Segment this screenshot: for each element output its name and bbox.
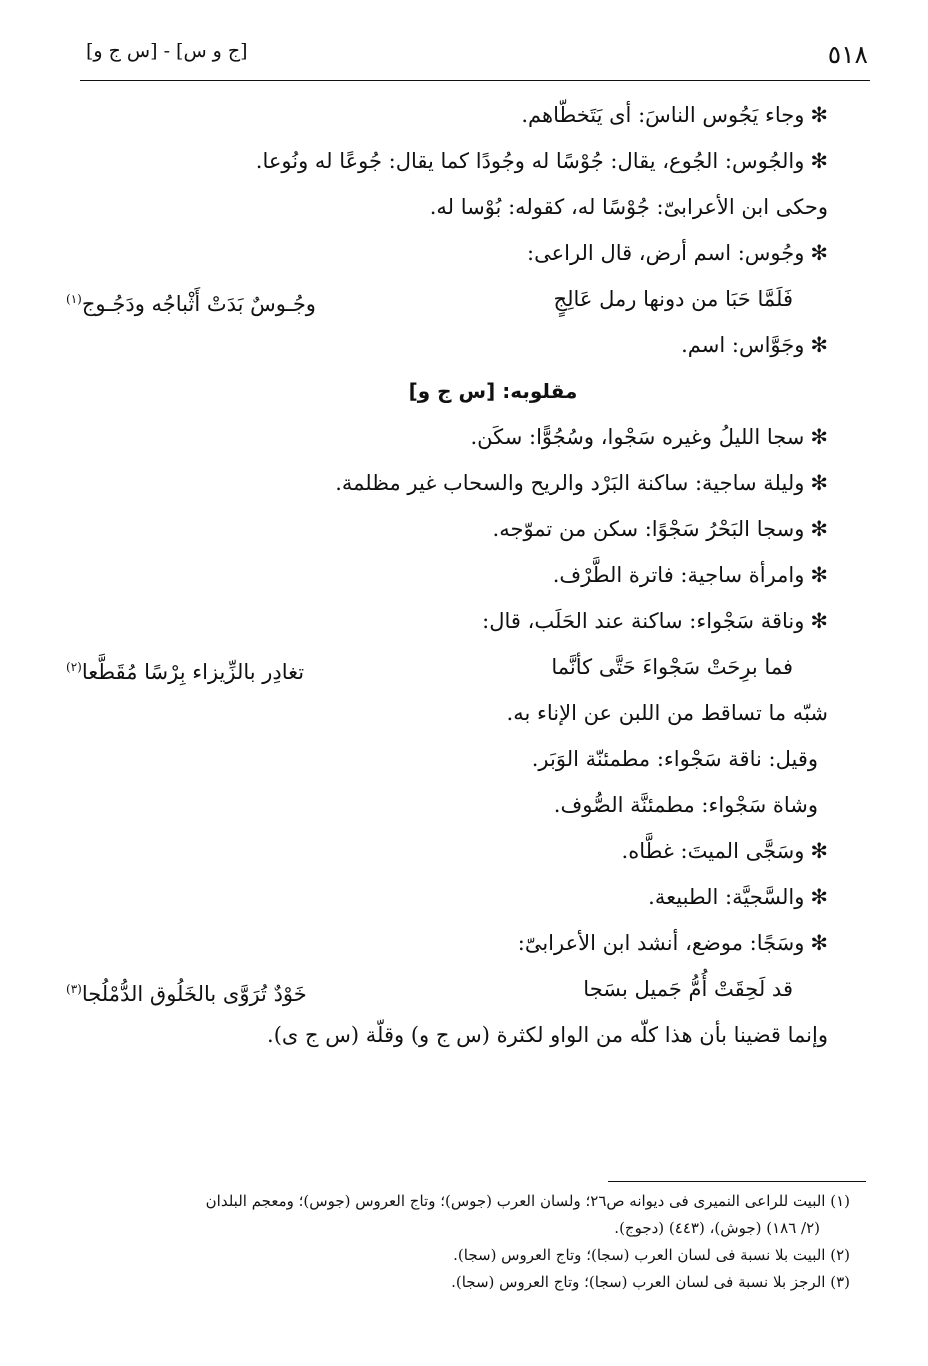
entry-line [98,460,828,506]
footnote-3: (٣) الرجز بلا نسبة فى لسان العرب (سجا)؛ وتاج العروس (سجا). [451,1273,850,1291]
asterisk-icon: ✻ [810,425,828,449]
main-text [66,92,828,1058]
asterisk-icon: ✻ [810,103,828,127]
verse-text: خَوْدٌ تُرَوَّى بالخَلُوق الدُّمْلُجا [81,982,307,1006]
asterisk-icon: ✻ [810,517,828,541]
entry-text: وإنما قضينا بأن هذا كلّه من الواو لكثرة (س ج و) وقلّة (س ج ى). [267,1023,828,1047]
entry-line [98,414,828,460]
asterisk-icon: ✻ [810,471,828,495]
entry-line [98,230,828,276]
body-line [98,736,828,782]
header-rule [80,80,870,81]
verse-line [66,966,828,1012]
entry-line [98,828,828,874]
verse-second-hemistich [66,644,304,695]
entry-text: سجا الليلُ وغيره سَجْوا، وسُجُوًّا: سكَن. [470,425,805,449]
entry-line [98,92,828,138]
entry-text: وليلة ساجية: ساكنة البَرْد والريح والسحاب غير مظلمة. [335,471,805,495]
verse-text: وجُـوسٌ بَدَتْ أَثْباجُه ودَجُـوج [81,292,316,316]
entry-text: وجاء يَجُوس الناسَ: أى يَتَخطّاهم. [521,103,805,127]
entry-text: وناقة سَجْواء: ساكنة عند الحَلَب، قال: [482,609,805,633]
footnote-ref[interactable]: (١) [66,292,82,306]
page-number: ٥١٨ [827,40,868,69]
entry-line [98,874,828,920]
footnote-ref[interactable]: (٢) [66,660,82,674]
asterisk-icon: ✻ [810,333,828,357]
footnote-rule [608,1181,866,1182]
asterisk-icon: ✻ [810,839,828,863]
footnote-ref[interactable]: (٣) [66,982,82,996]
verse-second-hemistich [66,276,316,327]
verse-line [66,644,828,690]
entry-text: وسجا البَحْرُ سَجْوًا: سكن من تموّجه. [492,517,805,541]
entry-text: وامرأة ساجية: فاترة الطَّرْف. [552,563,805,587]
entry-text: وسَجًا: موضع، أنشد ابن الأعرابىّ: [517,931,805,955]
entry-line [98,552,828,598]
verse-text: تغادِر بالزِّيزاء بِرْسًا مُقَطَّعا [81,660,305,684]
entry-text: وقيل: ناقة سَجْواء: مطمئنّة الوَبَر. [531,747,818,771]
footnotes [80,1188,850,1296]
body-line [98,690,828,736]
entry-line [98,322,828,368]
entry-text: وحكى ابن الأعرابىّ: جُوْسًا له، كقوله: بُوْسا له. [429,195,828,219]
asterisk-icon: ✻ [810,885,828,909]
running-head: [ج و س] - [س ج و] [86,40,248,62]
entry-line [98,598,828,644]
footnote-2: (٢) البيت بلا نسبة فى لسان العرب (سجا)؛ وتاج العروس (سجا). [453,1246,850,1264]
entry-text: شبّه ما تساقط من اللبن عن الإناء به. [506,701,828,725]
section-heading: مقلوبه: [س ج و] [408,379,578,403]
entry-text: وسَجَّى الميتَ: غطَّاه. [621,839,805,863]
verse-first-hemistich: فَلَمَّا حَبَا من دونها رمل عَالِجٍ [553,287,793,311]
entry-text: وشاة سَجْواء: مطمئنَّة الصُّوف. [553,793,818,817]
footnote-1-continuation: (٢/ ١٨٦) (جوش)، (٤٤٣) (دجوج). [614,1219,820,1237]
verse-second-hemistich [66,966,307,1017]
asterisk-icon: ✻ [810,149,828,173]
verse-first-hemistich: قد لَحِقَتْ أُمُّ جَميل بسَجا [583,977,793,1001]
entry-line [98,138,828,184]
body-line [98,1012,828,1058]
entry-text: وجُوس: اسم أرض، قال الراعى: [527,241,805,265]
asterisk-icon: ✻ [810,241,828,265]
body-line [98,782,828,828]
asterisk-icon: ✻ [810,931,828,955]
entry-text: وجَوَّاس: اسم. [681,333,805,357]
entry-text: والسَّجيَّة: الطبيعة. [648,885,805,909]
entry-line [98,506,828,552]
entry-line [98,920,828,966]
asterisk-icon: ✻ [810,609,828,633]
entry-text: والجُوس: الجُوع، يقال: جُوْسًا له وجُودًا كما يقال: جُوعًا له ونُوعا. [255,149,805,173]
footnote-1: (١) البيت للراعى النميرى فى ديوانه ص٢٦؛ ولسان العرب (جوس)؛ وتاج العروس (جوس)؛ ومعجم البلدان [205,1192,850,1210]
verse-first-hemistich: فما برِحَتْ سَجْواءَ حَتَّى كأنَّما [551,655,793,679]
asterisk-icon: ✻ [810,563,828,587]
verse-line [66,276,828,322]
body-line [98,184,828,230]
